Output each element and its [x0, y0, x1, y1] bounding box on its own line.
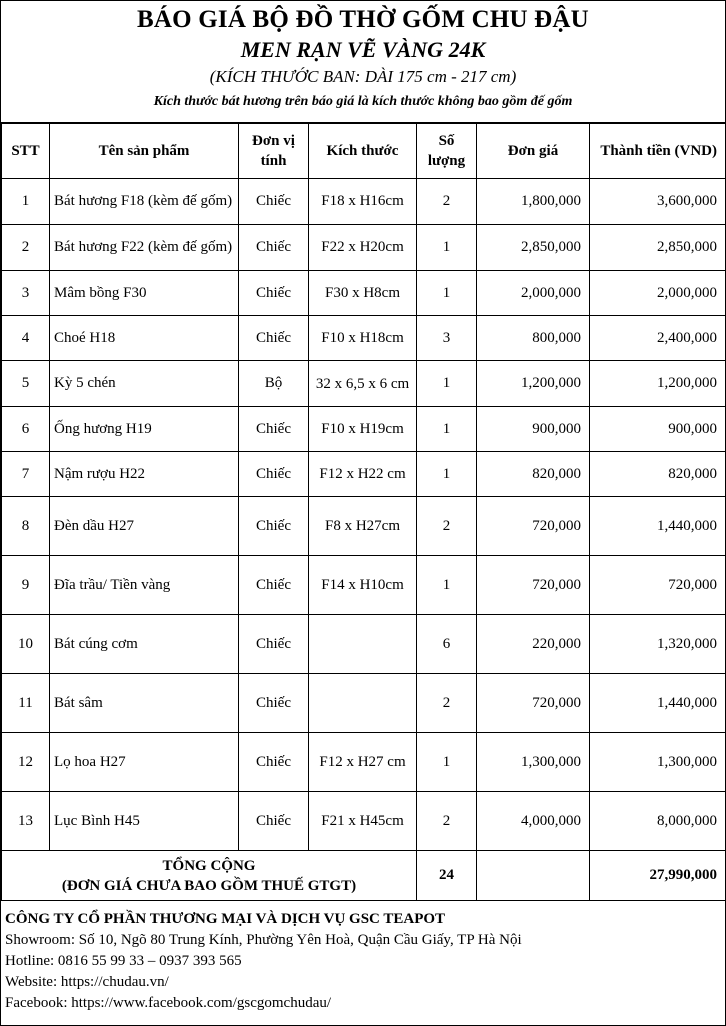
cell-size: F10 x H19cm — [309, 407, 417, 452]
grand-total: 27,990,000 — [590, 851, 726, 901]
cell-product-name: Lọ hoa H27 — [50, 733, 239, 792]
cell-quantity: 1 — [417, 225, 477, 271]
cell-unit: Chiếc — [239, 179, 309, 225]
cell-product-name: Ống hương H19 — [50, 407, 239, 452]
table-row — [2, 452, 726, 497]
cell-product-name: Choé H18 — [50, 316, 239, 361]
total-quantity: 24 — [417, 851, 477, 901]
cell-quantity: 6 — [417, 615, 477, 674]
company-name: CÔNG TY CỔ PHẦN THƯƠNG MẠI VÀ DỊCH VỤ GSC TEAPOT — [5, 911, 446, 927]
header-product-name: Tên sản phẩm — [50, 124, 239, 179]
header-unit: Đơn vị tính — [239, 124, 309, 179]
cell-unit: Bộ — [239, 361, 309, 407]
cell-stt: 11 — [2, 674, 50, 733]
cell-product-name: Kỳ 5 chén — [50, 361, 239, 407]
header-quantity: Số lượng — [417, 124, 477, 179]
cell-unit-price: 1,800,000 — [477, 179, 590, 225]
cell-size: F10 x H18cm — [309, 316, 417, 361]
cell-quantity: 1 — [417, 556, 477, 615]
cell-quantity: 1 — [417, 271, 477, 316]
cell-unit-price: 2,850,000 — [477, 225, 590, 271]
table-row — [2, 497, 726, 556]
cell-unit: Chiếc — [239, 615, 309, 674]
cell-unit-price: 820,000 — [477, 452, 590, 497]
cell-unit-price: 720,000 — [477, 674, 590, 733]
cell-product-name: Đĩa trầu/ Tiền vàng — [50, 556, 239, 615]
cell-quantity: 2 — [417, 792, 477, 851]
table-row — [2, 316, 726, 361]
cell-amount: 900,000 — [590, 407, 726, 452]
cell-unit: Chiếc — [239, 452, 309, 497]
incense-size-note: Kích thước bát hương trên báo giá là kích thước không bao gồm đế gốm — [153, 94, 573, 109]
cell-unit: Chiếc — [239, 733, 309, 792]
cell-amount: 1,320,000 — [590, 615, 726, 674]
page-subtitle: MEN RẠN VẼ VÀNG 24K — [240, 37, 486, 62]
cell-unit-price: 4,000,000 — [477, 792, 590, 851]
table-header-row — [2, 124, 726, 179]
cell-amount: 1,440,000 — [590, 497, 726, 556]
cell-quantity: 2 — [417, 179, 477, 225]
cell-size: F12 x H22 cm — [309, 452, 417, 497]
table-row — [2, 733, 726, 792]
cell-unit: Chiếc — [239, 497, 309, 556]
cell-amount: 820,000 — [590, 452, 726, 497]
cell-stt: 10 — [2, 615, 50, 674]
cell-stt: 12 — [2, 733, 50, 792]
total-row — [2, 851, 726, 901]
cell-amount: 720,000 — [590, 556, 726, 615]
table-row — [2, 179, 726, 225]
header-stt: STT — [2, 124, 50, 179]
table-row — [2, 556, 726, 615]
cell-unit: Chiếc — [239, 556, 309, 615]
header-amount: Thành tiền (VND) — [590, 124, 726, 179]
total-label — [2, 851, 417, 901]
price-table — [1, 123, 726, 901]
cell-product-name: Bát sâm — [50, 674, 239, 733]
cell-amount: 2,850,000 — [590, 225, 726, 271]
cell-product-name: Nậm rượu H22 — [50, 452, 239, 497]
cell-stt: 7 — [2, 452, 50, 497]
cell-quantity: 1 — [417, 407, 477, 452]
cell-unit: Chiếc — [239, 792, 309, 851]
cell-amount: 1,200,000 — [590, 361, 726, 407]
cell-stt: 6 — [2, 407, 50, 452]
cell-product-name: Bát hương F18 (kèm đế gốm) — [50, 179, 239, 225]
table-row — [2, 615, 726, 674]
cell-amount: 2,400,000 — [590, 316, 726, 361]
cell-amount: 2,000,000 — [590, 271, 726, 316]
cell-stt: 8 — [2, 497, 50, 556]
cell-unit: Chiếc — [239, 407, 309, 452]
cell-product-name: Đèn dầu H27 — [50, 497, 239, 556]
header-unit-price: Đơn giá — [477, 124, 590, 179]
cell-product-name: Mâm bồng F30 — [50, 271, 239, 316]
cell-size: F8 x H27cm — [309, 497, 417, 556]
cell-size: F14 x H10cm — [309, 556, 417, 615]
cell-amount: 8,000,000 — [590, 792, 726, 851]
total-label-line1: TỔNG CỘNG — [162, 857, 256, 874]
company-footer — [1, 901, 725, 1014]
cell-unit-price: 220,000 — [477, 615, 590, 674]
cell-quantity: 1 — [417, 361, 477, 407]
website-link[interactable]: Website: https://chudau.vn/ — [5, 974, 169, 990]
table-row — [2, 225, 726, 271]
cell-quantity: 2 — [417, 674, 477, 733]
cell-quantity: 1 — [417, 452, 477, 497]
cell-unit-price: 2,000,000 — [477, 271, 590, 316]
cell-quantity: 1 — [417, 733, 477, 792]
cell-product-name: Lục Bình H45 — [50, 792, 239, 851]
cell-product-name: Bát cúng cơm — [50, 615, 239, 674]
cell-unit: Chiếc — [239, 271, 309, 316]
table-row — [2, 407, 726, 452]
cell-stt: 9 — [2, 556, 50, 615]
cell-size: 32 x 6,5 x 6 cm — [309, 361, 417, 407]
showroom-address: Showroom: Số 10, Ngõ 80 Trung Kính, Phường Yên Hoà, Quận Cầu Giấy, TP Hà Nội — [5, 932, 522, 948]
size-note: (KÍCH THƯỚC BAN: DÀI 175 cm - 217 cm) — [209, 67, 517, 86]
quotation-header — [1, 1, 725, 123]
cell-unit: Chiếc — [239, 316, 309, 361]
cell-quantity: 2 — [417, 497, 477, 556]
cell-unit-price: 720,000 — [477, 556, 590, 615]
cell-size: F12 x H27 cm — [309, 733, 417, 792]
hotline: Hotline: 0816 55 99 33 – 0937 393 565 — [5, 953, 242, 969]
cell-quantity: 3 — [417, 316, 477, 361]
cell-stt: 4 — [2, 316, 50, 361]
cell-unit-price: 900,000 — [477, 407, 590, 452]
cell-stt: 5 — [2, 361, 50, 407]
cell-stt: 2 — [2, 225, 50, 271]
cell-unit-price: 1,300,000 — [477, 733, 590, 792]
page-title: BÁO GIÁ BỘ ĐỒ THỜ GỐM CHU ĐẬU — [137, 6, 589, 33]
cell-stt: 1 — [2, 179, 50, 225]
table-row — [2, 361, 726, 407]
cell-unit-price: 720,000 — [477, 497, 590, 556]
header-size: Kích thước — [309, 124, 417, 179]
table-row — [2, 271, 726, 316]
cell-size — [309, 674, 417, 733]
table-row — [2, 792, 726, 851]
cell-size: F22 x H20cm — [309, 225, 417, 271]
cell-product-name: Bát hương F22 (kèm đế gốm) — [50, 225, 239, 271]
cell-stt: 13 — [2, 792, 50, 851]
table-row — [2, 674, 726, 733]
cell-unit: Chiếc — [239, 674, 309, 733]
cell-size — [309, 615, 417, 674]
cell-amount: 3,600,000 — [590, 179, 726, 225]
cell-size: F18 x H16cm — [309, 179, 417, 225]
cell-amount: 1,440,000 — [590, 674, 726, 733]
cell-size: F21 x H45cm — [309, 792, 417, 851]
cell-unit: Chiếc — [239, 225, 309, 271]
cell-stt: 3 — [2, 271, 50, 316]
cell-unit-price: 1,200,000 — [477, 361, 590, 407]
cell-amount: 1,300,000 — [590, 733, 726, 792]
total-empty-cell — [477, 851, 590, 901]
cell-size: F30 x H8cm — [309, 271, 417, 316]
facebook-link[interactable]: Facebook: https://www.facebook.com/gscgomchudau/ — [5, 995, 332, 1011]
cell-unit-price: 800,000 — [477, 316, 590, 361]
total-label-line2: (ĐƠN GIÁ CHƯA BAO GỒM THUẾ GTGT) — [61, 877, 357, 894]
